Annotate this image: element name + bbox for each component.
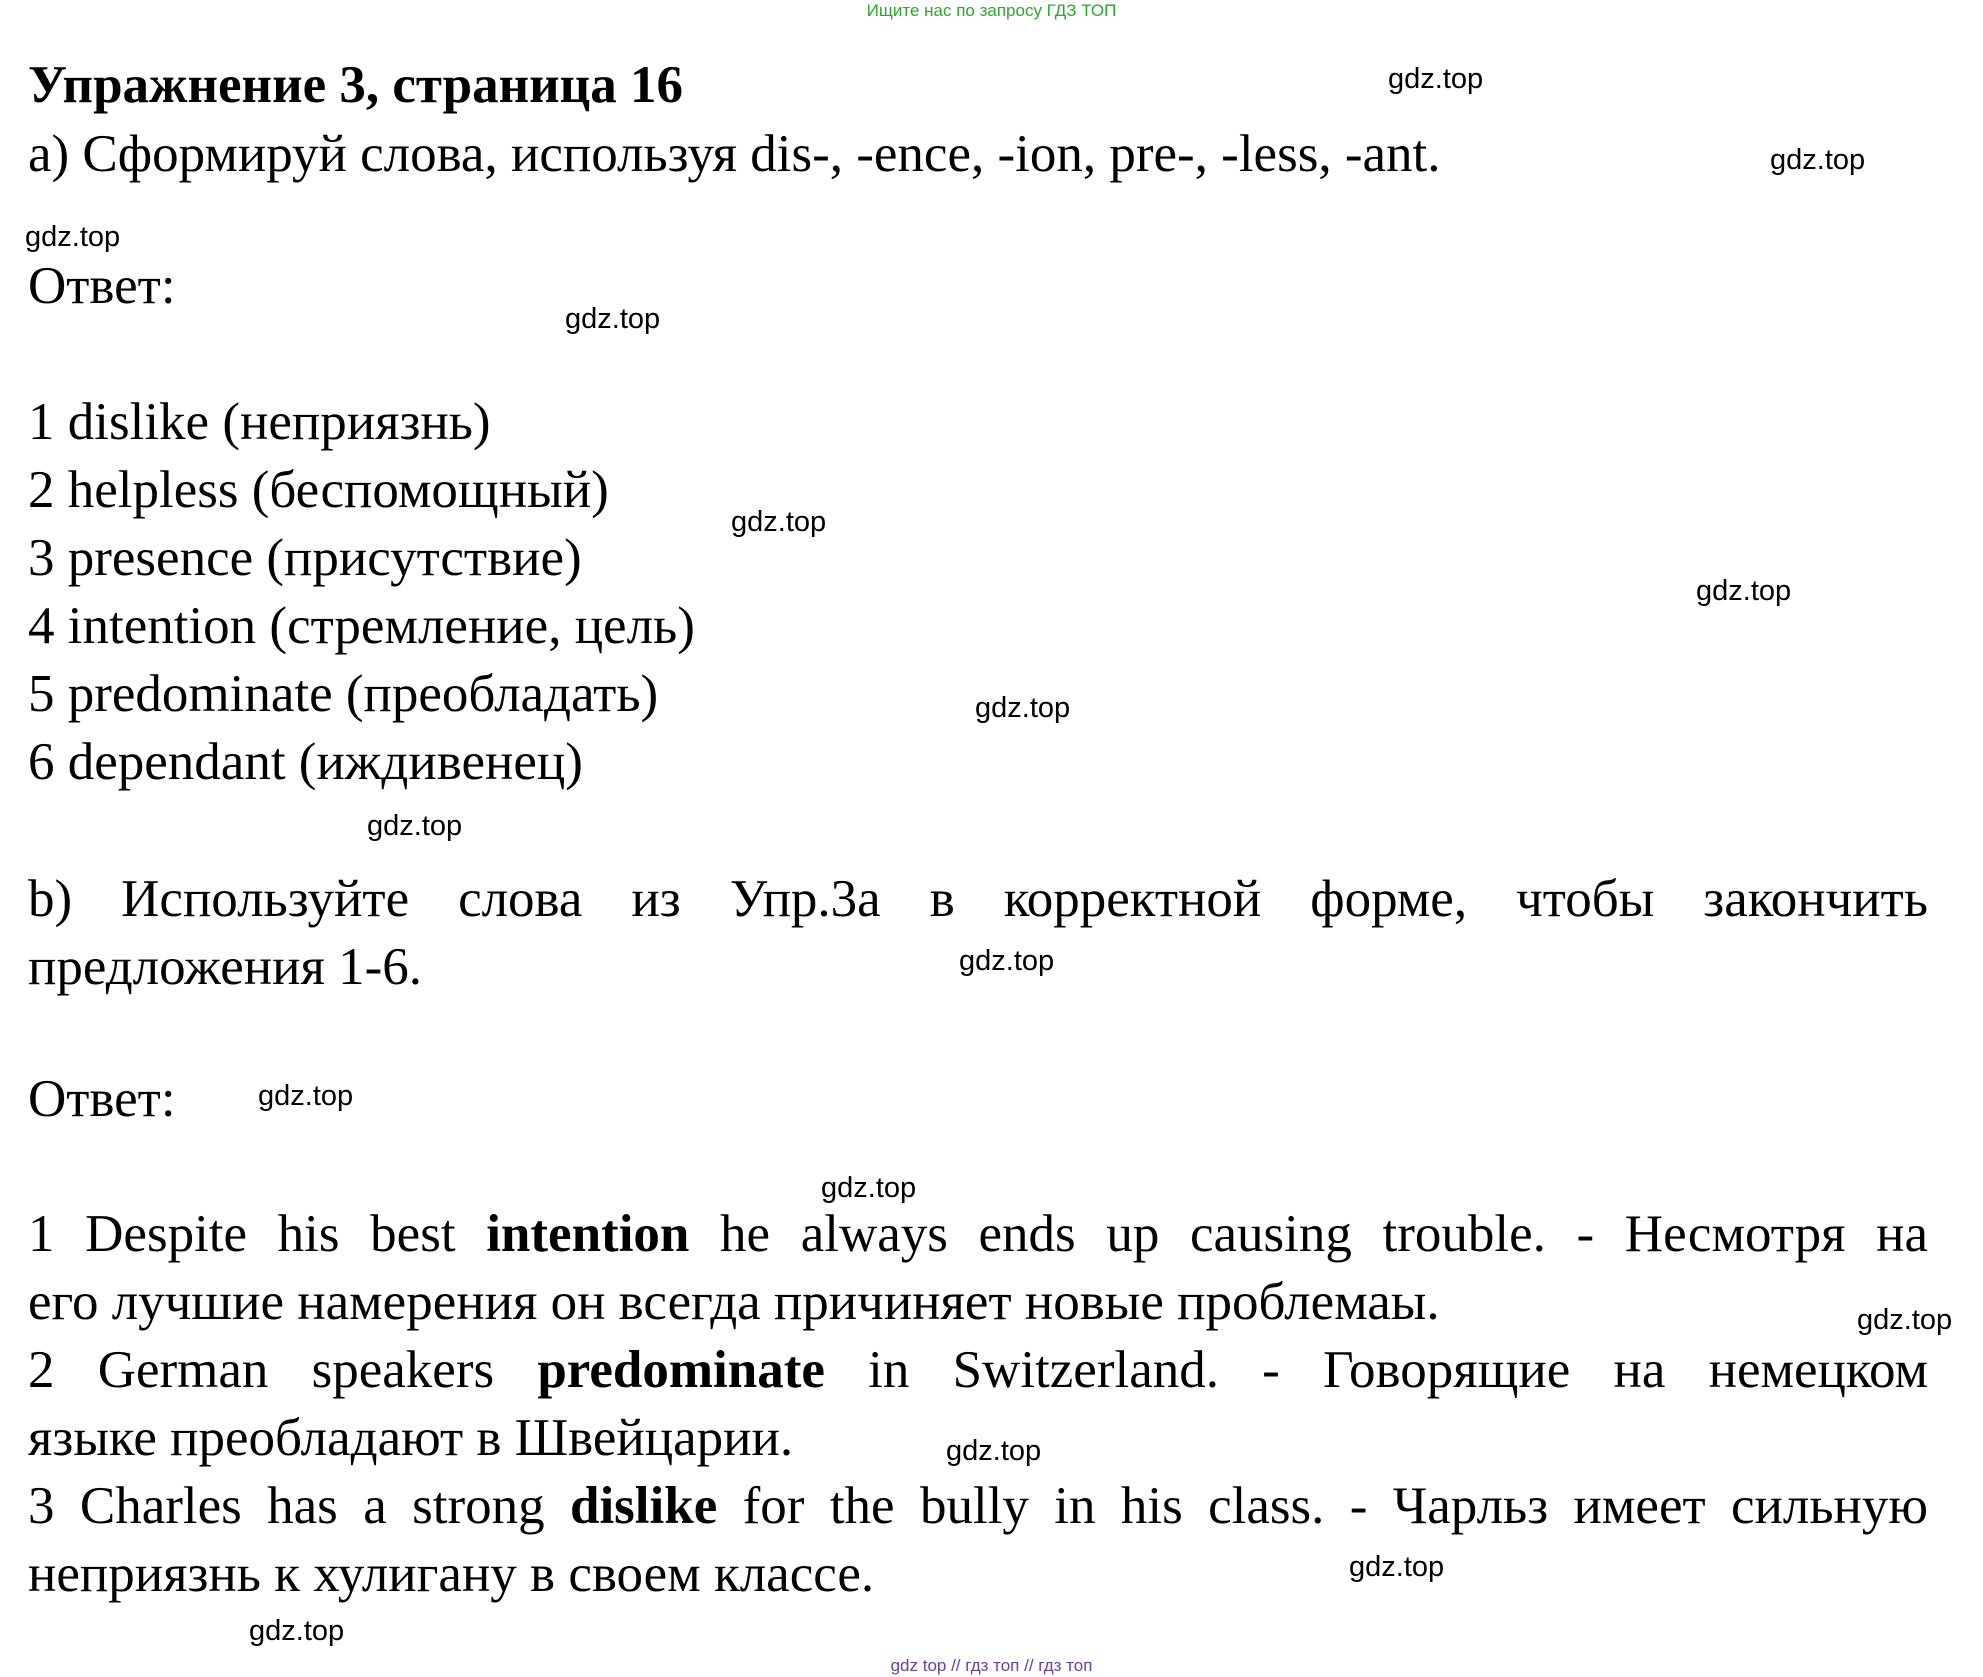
watermark: gdz.top (1388, 63, 1484, 95)
header-banner: Ищите нас по запросу ГДЗ ТОП (866, 1, 1117, 20)
watermark: gdz.top (249, 1615, 345, 1647)
watermark: gdz.top (565, 303, 661, 335)
answer-label-a: Ответ: (28, 257, 176, 315)
answer-word: predominate (537, 1341, 825, 1399)
answer-a-item: 3 presence (присутствие) (28, 529, 582, 587)
watermark: gdz.top (258, 1080, 354, 1112)
answer-b-item-line2: языке преобладают в Швейцарии. (28, 1409, 794, 1467)
task-b-line2: предложения 1-6. (28, 938, 422, 996)
task-a: a) Сформируй слова, используя dis-, -ence, -ion, pre-, -less, -ant. (28, 125, 1441, 183)
answer-b-item-line2: неприязнь к хулигану в своем классе. (28, 1545, 875, 1603)
watermark: gdz.top (946, 1435, 1042, 1467)
answer-a-item: 4 intention (стремление, цель) (28, 597, 695, 655)
answer-b-item-line1: 1 Despite his best intention he always ends up causing trouble. - Несмотря на (28, 1205, 1929, 1263)
answer-b-item-line2: его лучшие намерения он всегда причиняет новые проблемаы. (28, 1273, 1440, 1331)
watermark: gdz.top (1349, 1551, 1445, 1583)
answer-b-item-line1: 3 Charles has a strong dislike for the bully in his class. - Чарльз имеет сильную (28, 1477, 1928, 1535)
answer-a-item: 1 dislike (неприязнь) (28, 393, 491, 451)
watermark: gdz.top (731, 506, 827, 538)
answer-label-b: Ответ: (28, 1070, 176, 1128)
watermark: gdz.top (25, 221, 121, 253)
answer-b-item-line1: 2 German speakers predominate in Switzerland. - Говорящие на немецком (28, 1341, 1928, 1399)
answer-a-item: 6 dependant (иждивенец) (28, 733, 583, 791)
watermark: gdz.top (975, 692, 1071, 724)
watermark: gdz.top (367, 810, 463, 842)
watermark: gdz.top (959, 945, 1055, 977)
watermark: gdz.top (1857, 1304, 1953, 1336)
answer-word: dislike (569, 1477, 718, 1535)
answer-a-item: 5 predominate (преобладать) (28, 665, 659, 723)
answer-word: intention (486, 1205, 690, 1263)
watermark: gdz.top (1696, 575, 1792, 607)
page-title: Упражнение 3, страница 16 (28, 56, 683, 114)
task-b-line1: b) Используйте слова из Упр.3а в корректной форме, чтобы закончить (28, 870, 1928, 928)
watermark: gdz.top (1770, 144, 1866, 176)
answer-a-item: 2 helpless (беспомощный) (28, 461, 609, 519)
footer-banner: gdz top // гдз топ // гдз топ (890, 1656, 1093, 1675)
watermark: gdz.top (821, 1172, 917, 1204)
